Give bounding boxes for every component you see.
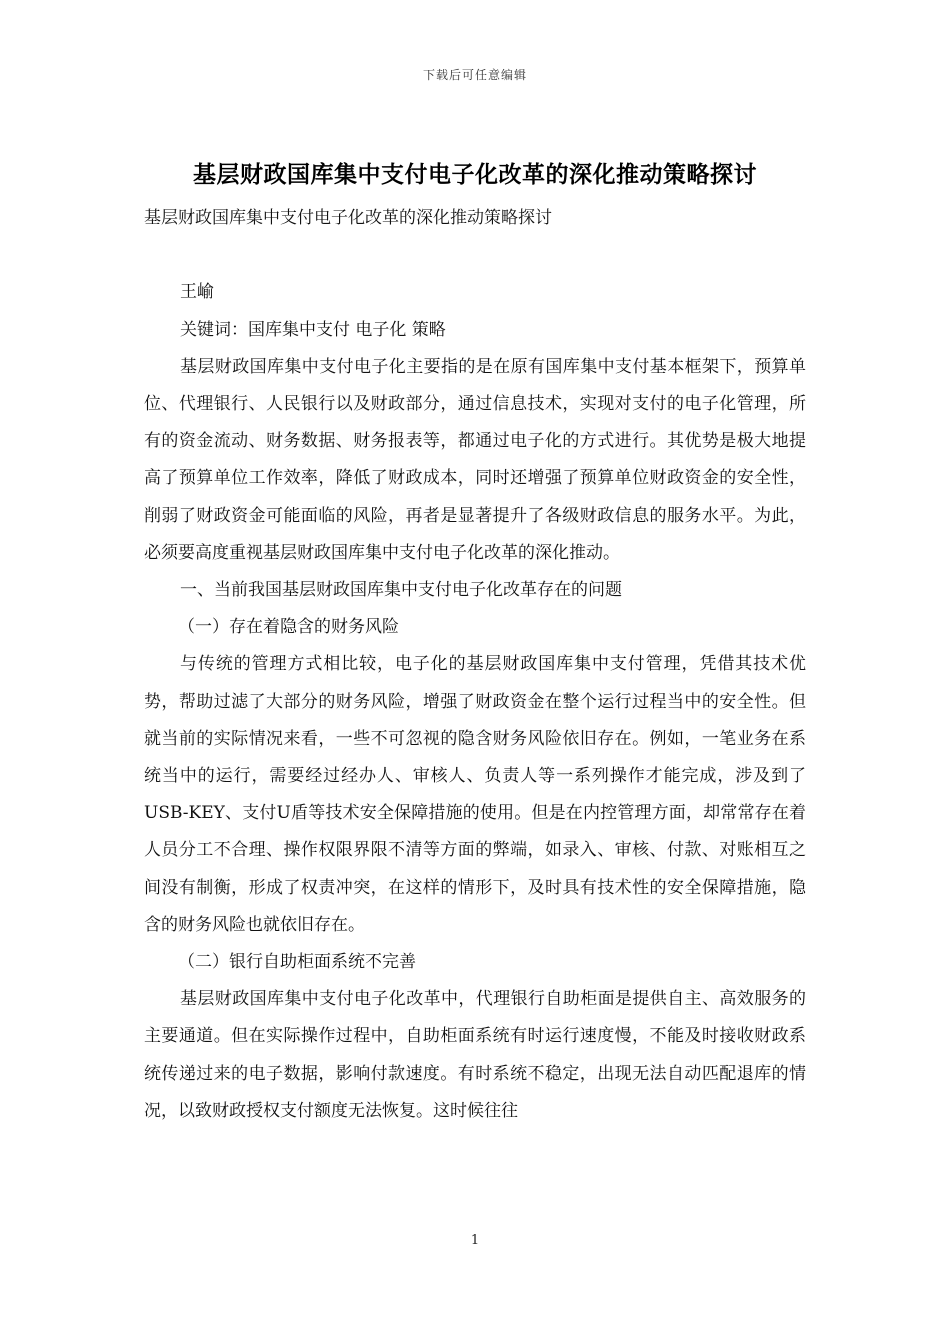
- section-heading: 一、当前我国基层财政国库集中支付电子化改革存在的问题: [180, 580, 622, 601]
- keywords-line: 关键词：国库集中支付 电子化 策略: [180, 319, 446, 340]
- body-paragraph: 与传统的管理方式相比较，电子化的基层财政国库集中支付管理，凭借其技术优势，帮助过滤了大部分的财务风险，增强了财政资金在整个运行过程当中的安全性。但就当前的实际情况来看，一些不可忽视的隐含财务风险依旧存在。例如，一笔业务在系统当中的运行，需要经过经办人、审核人、负责人等一系列操作才能完成，涉及到了USB-KEY、支付U盾等技术安全保障措施的使用。但是在内控管理方面，却常常存在着人员分工不合理、操作权限界限不清等方面的弊端，如录入、审核、付款、对账相互之间没有制衡，形成了权责冲突，在这样的情形下，及时具有技术性的安全保障措施，隐含的财务风险也就依旧存在。: [144, 654, 806, 935]
- document-body: [144, 200, 806, 1130]
- subsection-heading: （一）存在着隐含的财务风险: [178, 617, 399, 638]
- intro-paragraph: 基层财政国库集中支付电子化主要指的是在原有国库集中支付基本框架下，预算单位、代理银行、人民银行以及财政部分，通过信息技术，实现对支付的电子化管理，所有的资金流动、财务数据、财务报表等，都通过电子化的方式进行。其优势是极大地提高了预算单位工作效率，降低了财政成本，同时还增强了预算单位财政资金的安全性，削弱了财政资金可能面临的风险，再者是显著提升了各级财政信息的服务水平。为此，必须要高度重视基层财政国库集中支付电子化改革的深化推动。: [144, 356, 806, 563]
- page-number: 1: [470, 1233, 480, 1248]
- page-header-note: 下载后可任意编辑: [422, 68, 527, 82]
- author-name: 王崳: [180, 282, 214, 303]
- document-title: 基层财政国库集中支付电子化改革的深化推动策略探讨: [193, 161, 757, 188]
- subsection-heading: （二）银行自助柜面系统不完善: [178, 952, 416, 973]
- document-subtitle: 基层财政国库集中支付电子化改革的深化推动策略探讨: [144, 208, 552, 228]
- body-paragraph: 基层财政国库集中支付电子化改革中，代理银行自助柜面是提供自主、高效服务的主要通道。但在实际操作过程中，自助柜面系统有时运行速度慢，不能及时接收财政系统传递过来的电子数据，影响付款速度。有时系统不稳定，出现无法自动匹配退库的情况，以致财政授权支付额度无法恢复。这时候往往: [144, 989, 806, 1121]
